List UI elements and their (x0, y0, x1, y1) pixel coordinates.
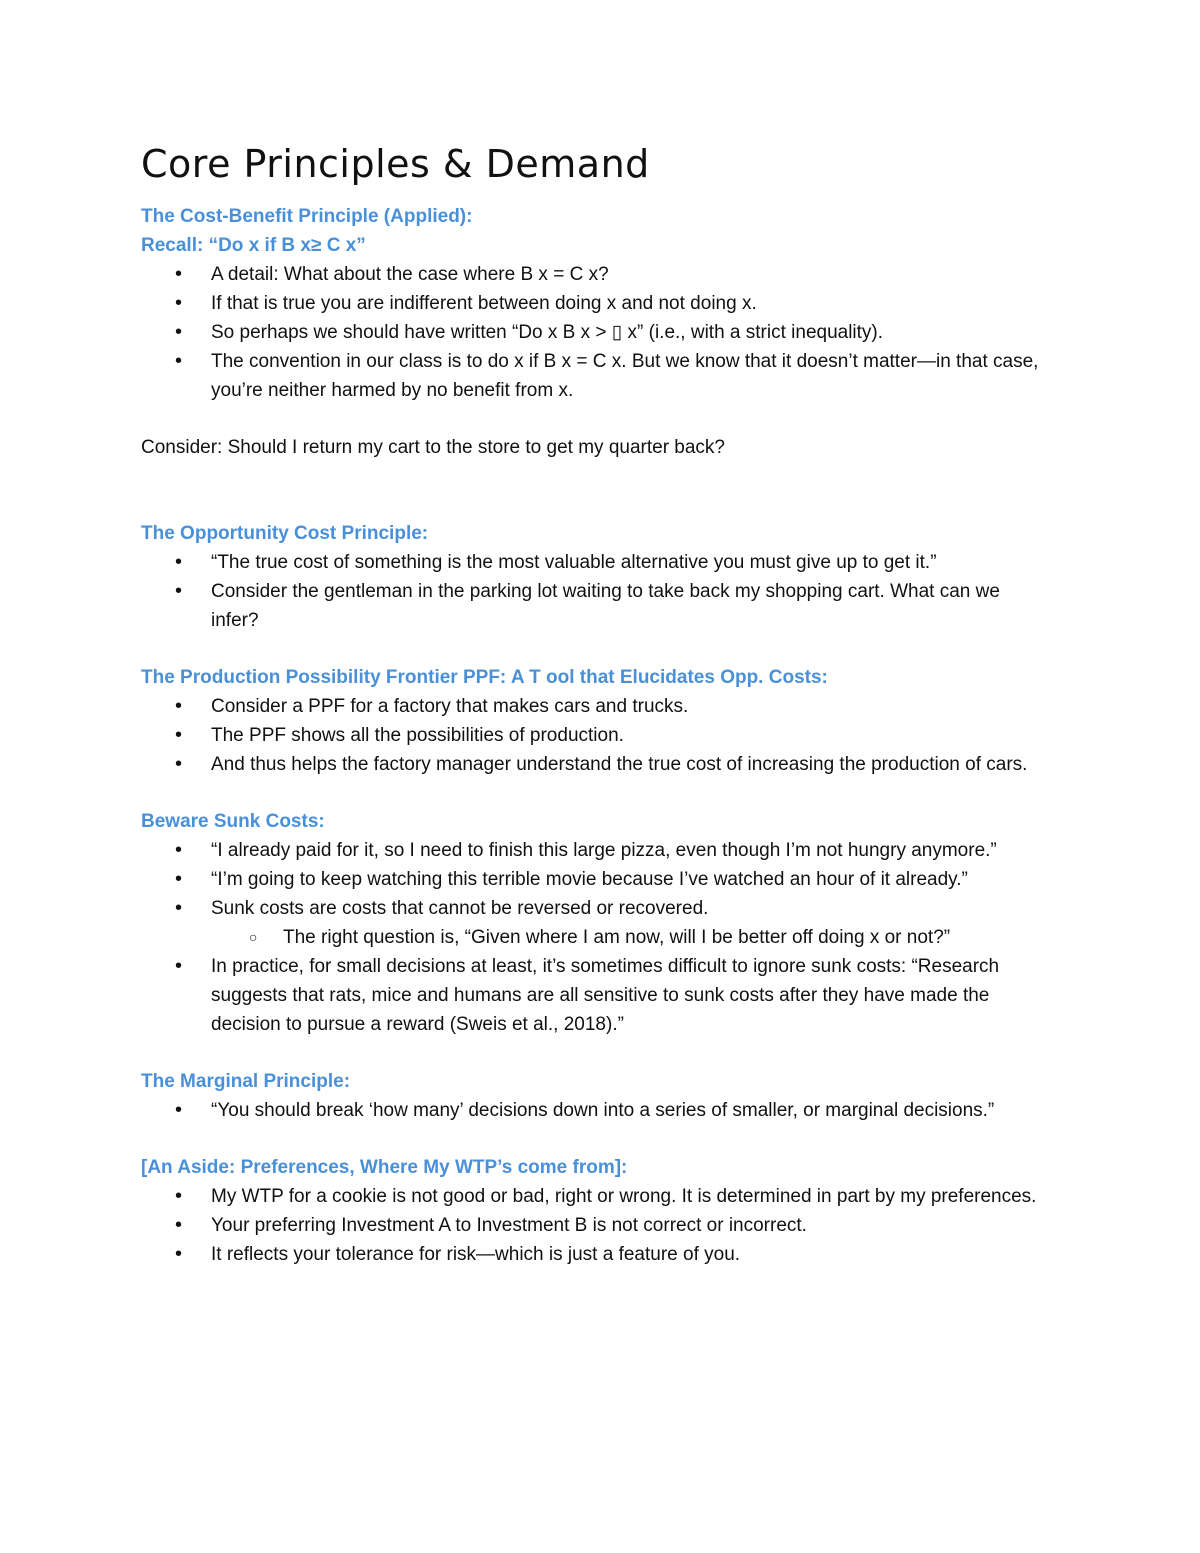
list-item: • It reflects your tolerance for risk—which is just a feature of you. (211, 1240, 1050, 1269)
consider-paragraph: Consider: Should I return my cart to the store to get my quarter back? (141, 437, 725, 458)
list-item: • The PPF shows all the possibilities of production. (211, 721, 1050, 750)
list-item: • A detail: What about the case where B x = C x? (211, 260, 1050, 289)
recall-line: Recall: “Do x if B x≥ C x” (141, 235, 366, 256)
list-item: • So perhaps we should have written “Do x B x > ▯ x” (i.e., with a strict inequality). (211, 318, 1050, 347)
section-heading: The Marginal Principle: (141, 1071, 351, 1092)
list-item: • Consider the gentleman in the parking lot waiting to take back my shopping cart. What can we infer? (211, 577, 1050, 635)
bullet-list (141, 548, 1050, 635)
section-aside (141, 1153, 1050, 1269)
bullet-list (141, 692, 1050, 779)
section-heading: The Production Possibility Frontier PPF: A T ool that Elucidates Opp. Costs: (141, 667, 828, 688)
list-item: • “I’m going to keep watching this terrible movie because I’ve watched an hour of it already.” (211, 865, 1050, 894)
section-sunk-costs (141, 807, 1050, 1039)
list-item: • The convention in our class is to do x if B x = C x. But we know that it doesn’t matter—in that case, you’re neither harmed by no benefit from x. (211, 347, 1050, 405)
bullet-list (141, 836, 1050, 1039)
page-title: Core Principles & Demand (141, 142, 650, 186)
list-item: • In practice, for small decisions at least, it’s sometimes difficult to ignore sunk costs: “Research suggests that rats, mice and humans are all sensitive to sunk costs after they have made the decision to pursue a reward (Sweis et al., 2018).” (211, 952, 1050, 1039)
list-item (211, 894, 1050, 952)
list-item: • My WTP for a cookie is not good or bad, right or wrong. It is determined in part by my preferences. (211, 1182, 1050, 1211)
list-item: • And thus helps the factory manager understand the true cost of increasing the production of cars. (211, 750, 1050, 779)
sub-list-item: ○ The right question is, “Given where I am now, will I be better off doing x or not?” (283, 923, 1050, 952)
section-opportunity-cost (141, 519, 1050, 635)
section-heading: The Cost-Benefit Principle (Applied): (141, 206, 473, 227)
sub-bullet-list (141, 923, 1050, 952)
list-item: • “I already paid for it, so I need to finish this large pizza, even though I’m not hungry anymore.” (211, 836, 1050, 865)
section-heading: Beware Sunk Costs: (141, 811, 325, 832)
section-ppf (141, 663, 1050, 779)
list-item: • If that is true you are indifferent between doing x and not doing x. (211, 289, 1050, 318)
bullet-list (141, 1096, 1050, 1125)
bullet-list (141, 260, 1050, 405)
list-item-text: Sunk costs are costs that cannot be reversed or recovered. (211, 898, 709, 919)
bullet-list (141, 1182, 1050, 1269)
section-heading: [An Aside: Preferences, Where My WTP’s come from]: (141, 1157, 628, 1178)
section-marginal (141, 1067, 1050, 1125)
section-heading: The Opportunity Cost Principle: (141, 523, 429, 544)
list-item: • Your preferring Investment A to Investment B is not correct or incorrect. (211, 1211, 1050, 1240)
section-cost-benefit (141, 202, 1050, 462)
list-item: • “You should break ‘how many’ decisions down into a series of smaller, or marginal decisions.” (211, 1096, 1050, 1125)
list-item: • Consider a PPF for a factory that makes cars and trucks. (211, 692, 1050, 721)
list-item: • “The true cost of something is the most valuable alternative you must give up to get it.” (211, 548, 1050, 577)
